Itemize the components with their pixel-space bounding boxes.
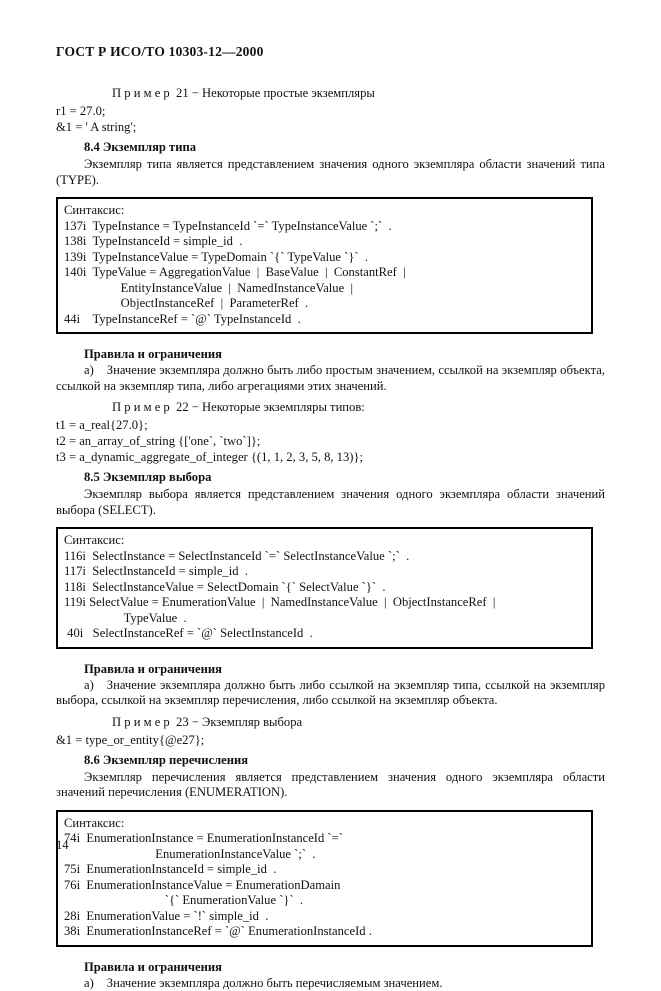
example-23-caption: П р и м е р 23 − Экземпляр выбора <box>56 709 605 730</box>
code-line: r1 = 27.0; <box>56 103 605 119</box>
code-line: t1 = a_real{27.0}; <box>56 417 605 433</box>
rules-heading-8-4: Правила и ограничения <box>56 336 605 362</box>
syntax-label: Синтаксис: <box>64 816 585 832</box>
rules-heading-8-5: Правила и ограничения <box>56 651 605 677</box>
syntax-line: 74i EnumerationInstance = EnumerationInstanceId `=` <box>64 831 585 847</box>
syntax-line: 138i TypeInstanceId = simple_id . <box>64 234 585 250</box>
syntax-line: 40i SelectInstanceRef = `@` SelectInstanceId . <box>64 626 585 642</box>
syntax-line: 44i TypeInstanceRef = `@` TypeInstanceId . <box>64 312 585 328</box>
document-header: ГОСТ Р ИСО/ТО 10303-12—2000 <box>56 44 264 60</box>
example-21-code <box>56 103 605 135</box>
syntax-line: EnumerationInstanceValue `;` . <box>64 847 585 863</box>
syntax-line: 117i SelectInstanceId = simple_id . <box>64 564 585 580</box>
rule-text: Значение экземпляра должно быть либо простым значением, ссылкой на экземпляр объекта, ссылкой на экземпляр типа, либо агрегациями этих значений. <box>56 363 605 393</box>
syntax-line: 75i EnumerationInstanceId = simple_id . <box>64 862 585 878</box>
syntax-line: 116i SelectInstance = SelectInstanceId `=` SelectInstanceValue `;` . <box>64 549 585 565</box>
example-23-code <box>56 732 605 748</box>
rule-text: Значение экземпляра должно быть перечисляемым значением. <box>107 976 443 990</box>
syntax-line: 119i SelectValue = EnumerationValue | NamedInstanceValue | ObjectInstanceRef | <box>64 595 585 611</box>
syntax-box-8-4 <box>56 197 593 334</box>
code-line: &1 = type_or_entity{@e27}; <box>56 732 605 748</box>
rule-item-8-6 <box>56 975 605 991</box>
page-number: 14 <box>56 838 69 853</box>
syntax-line: EntityInstanceValue | NamedInstanceValue | <box>64 281 585 297</box>
syntax-box-8-5 <box>56 527 593 649</box>
syntax-line: 28i EnumerationValue = `!` simple_id . <box>64 909 585 925</box>
code-line: t3 = a_dynamic_aggregate_of_integer {(1, 1, 2, 3, 5, 8, 13)}; <box>56 449 605 465</box>
section-body-8-5: Экземпляр выбора является представлением значения одного экземпляра области значений выбора (SELECT). <box>56 485 605 518</box>
syntax-line: 137i TypeInstance = TypeInstanceId `=` TypeInstanceValue `;` . <box>64 219 585 235</box>
rule-item-8-5 <box>56 677 605 709</box>
section-body-8-6: Экземпляр перечисления является представлением значения одного экземпляра области значений перечисления (ENUMERATION). <box>56 768 605 801</box>
syntax-line: 139i TypeInstanceValue = TypeDomain `{` TypeValue `}` . <box>64 250 585 266</box>
syntax-label: Синтаксис: <box>64 203 585 219</box>
example-22-caption: П р и м е р 22 − Некоторые экземпляры типов: <box>56 394 605 415</box>
code-line: &1 = ' A string'; <box>56 119 605 135</box>
syntax-line: 76i EnumerationInstanceValue = EnumerationDamain <box>64 878 585 894</box>
code-line: t2 = an_array_of_string {['one`, `two`]}; <box>56 433 605 449</box>
syntax-line: 118i SelectInstanceValue = SelectDomain `{` SelectValue `}` . <box>64 580 585 596</box>
syntax-line: 38i EnumerationInstanceRef = `@` EnumerationInstanceId . <box>64 924 585 940</box>
section-heading-8-4: 8.4 Экземпляр типа <box>56 135 605 155</box>
rule-text: Значение экземпляра должно быть либо ссылкой на экземпляр типа, ссылкой на экземпляр выбора, ссылкой на экземпляр перечисления, либо ссылкой на экземпляр объекта. <box>56 678 605 708</box>
example-22-code <box>56 417 605 465</box>
document-content <box>56 80 605 991</box>
syntax-line: TypeValue . <box>64 611 585 627</box>
syntax-line: ObjectInstanceRef | ParameterRef . <box>64 296 585 312</box>
rules-heading-8-6: Правила и ограничения <box>56 949 605 975</box>
rule-marker: a) <box>56 678 107 694</box>
section-heading-8-6: 8.6 Экземпляр перечисления <box>56 748 605 768</box>
syntax-box-8-6 <box>56 810 593 947</box>
syntax-label: Синтаксис: <box>64 533 585 549</box>
rule-marker: a) <box>56 363 107 379</box>
syntax-line: 140i TypeValue = AggregationValue | BaseValue | ConstantRef | <box>64 265 585 281</box>
syntax-line: `{` EnumerationValue `}` . <box>64 893 585 909</box>
rule-item-8-4 <box>56 362 605 394</box>
example-21-caption: П р и м е р 21 − Некоторые простые экземпляры <box>56 80 605 101</box>
rule-marker: a) <box>56 976 107 991</box>
section-heading-8-5: 8.5 Экземпляр выбора <box>56 465 605 485</box>
section-body-8-4: Экземпляр типа является представлением значения одного экземпляра области значений типа (TYPE). <box>56 155 605 188</box>
